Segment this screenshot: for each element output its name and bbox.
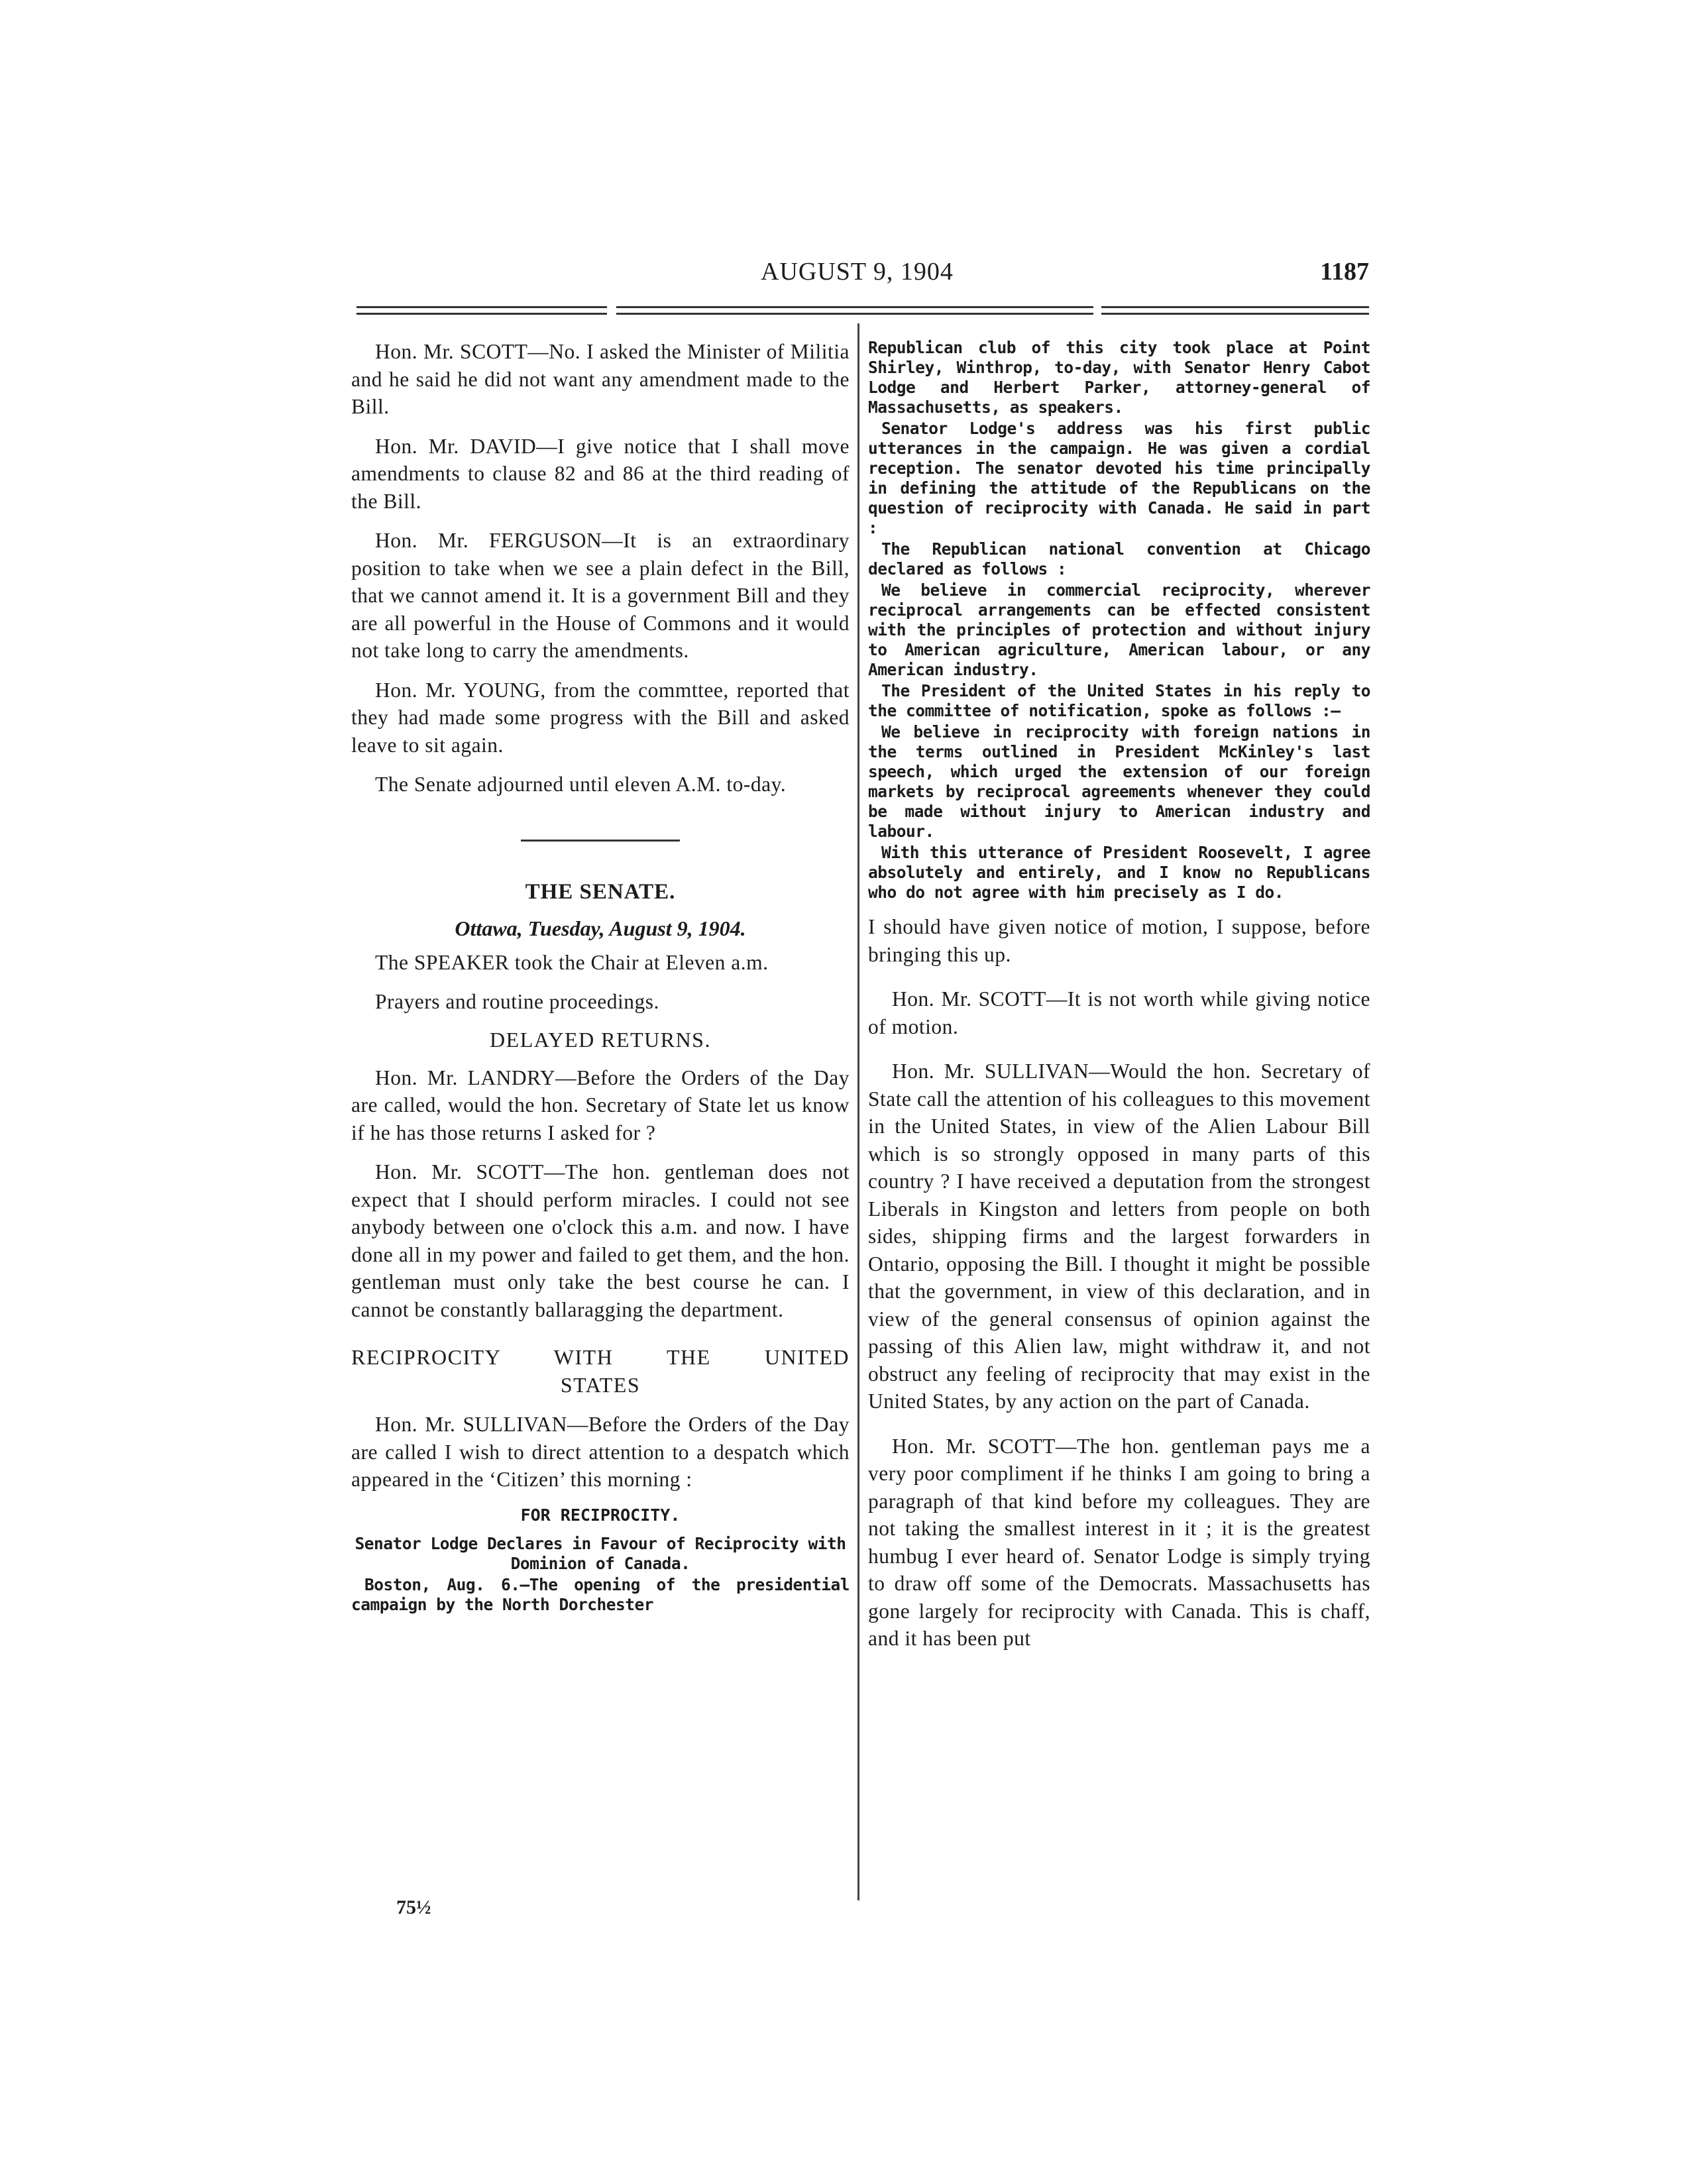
quote-paragraph: With this utterance of President Roosevelt, I agree absolutely and entirely, and I know no Republicans who do not agree with him precisely as I do.	[868, 843, 1370, 902]
paragraph: Hon. Mr. SCOTT—No. I asked the Minister of Militia and he said he did not want any amendment made to the Bill.	[351, 340, 850, 418]
senate-heading: THE SENATE.	[525, 879, 676, 904]
reciprocity-heading-line1: RECIPROCITY WITH THE UNITED	[351, 1345, 850, 1369]
quote-paragraph: Republican club of this city took place at Point Shirley, Winthrop, to-day, with Senator Henry Cabot Lodge and Herbert Parker, attorney-general of Massachusetts, as speakers.	[868, 338, 1370, 417]
paragraph: Hon. Mr. DAVID—I give notice that I shall move amendments to clause 82 and 86 at the third reading of the Bill.	[351, 434, 850, 513]
paragraph: Hon. Mr. YOUNG, from the commttee, reported that they had made some progress with the Bill and asked leave to sit again.	[351, 678, 850, 757]
right-column	[868, 338, 1370, 1665]
quote-paragraph: The President of the United States in his reply to the committee of notification, spoke as follows :—	[868, 681, 1370, 720]
quote-paragraph: We believe in commercial reciprocity, wherever reciprocal arrangements can be effected consistent with the principles of protection and without injury to American agriculture, American labour, or any American industry.	[868, 580, 1370, 679]
left-column	[351, 338, 850, 1616]
header-rule-right-b	[1101, 313, 1369, 315]
reciprocity-heading	[351, 1343, 850, 1399]
section-divider	[521, 840, 680, 842]
paragraph: Hon. Mr. SULLIVAN—Before the Orders of the Day are called I wish to direct attention to a despatch which appeared in the ‘Citizen’ this morning :	[351, 1413, 850, 1491]
folio-mark: 75½	[396, 1896, 431, 1918]
quote-title: FOR RECIPROCITY.	[520, 1505, 681, 1525]
column-divider	[857, 323, 859, 1900]
header-rule-center	[616, 306, 1093, 308]
header-rule-right	[1101, 306, 1369, 308]
paragraph: I should have given notice of motion, I suppose, before bringing this up.	[868, 915, 1370, 966]
senate-subtitle: Ottawa, Tuesday, August 9, 1904.	[455, 916, 746, 940]
paragraph: Hon. Mr. SCOTT—The hon. gentleman does not expect that I should perform miracles. I could not see anybody between one o'clock this a.m. and now. I have done all in my power and failed to get them, and the hon. gentleman must only take the best course he can. I cannot be constantly ballaragging the department.	[351, 1160, 850, 1321]
quote-paragraph: Senator Lodge's address was his first public utterances in the campaign. He was given a cordial reception. The senator devoted his time principally in defining the attitude of the Republicans on the question of reciprocity with Canada. He said in part :	[868, 419, 1370, 537]
quote-paragraph: Boston, Aug. 6.—The opening of the presidential campaign by the North Dorchester	[351, 1574, 850, 1614]
paragraph: Hon. Mr. SCOTT—The hon. gentleman pays me a very poor compliment if he thinks I am going to bring a paragraph of that kind before my colleagues. They are not taking the smallest interest in it ; it is the greatest humbug I ever heard of. Senator Lodge is simply trying to draw off some of the Democrats. Massachusetts has gone largely for reciprocity with Canada. This is chaff, and it has been put	[868, 1434, 1370, 1650]
page-header	[663, 257, 1378, 297]
paragraph: Prayers and routine proceedings.	[375, 990, 659, 1013]
paragraph: Hon. Mr. FERGUSON—It is an extraordinary position to take when we see a plain defect in the Bill, that we cannot amend it. It is a government Bill and they are all powerful in the House of Commons and it would not take long to carry the amendments.	[351, 529, 850, 662]
reciprocity-heading-line2: STATES	[560, 1373, 641, 1397]
quote-paragraph: The Republican national convention at Chicago declared as follows :	[868, 539, 1370, 578]
delayed-returns-heading: DELAYED RETURNS.	[490, 1027, 711, 1052]
header-rule-left	[357, 306, 607, 308]
paragraph: Hon. Mr. SULLIVAN—Would the hon. Secretary of State call the attention of his colleagues to this movement in the United States, in view of the Alien Labour Bill which is so strongly opposed in many parts of this country ? I have received a deputation from the strongest Liberals in Kingston and letters from people on both sides, shipping firms and the largest forwarders in Ontario, opposing the Bill. I thought it might be possible that the government, in view of this declaration, and in view of the general consensus of opinion against the passing of this Alien law, might withdraw it, and not obstruct any feeling of reciprocity that may exist in the United States, by any action on the part of Canada.	[868, 1060, 1370, 1413]
paragraph: The SPEAKER took the Chair at Eleven a.m.	[375, 950, 769, 974]
header-rule-center-b	[616, 313, 1093, 315]
paragraph: Hon. Mr. LANDRY—Before the Orders of the Day are called, would the hon. Secretary of State let us know if he has those returns I asked for ?	[351, 1065, 850, 1144]
header-rule-left-b	[357, 313, 607, 315]
quote-paragraph: We believe in reciprocity with foreign nations in the terms outlined in President McKinley's last speech, which urged the extension of our foreign markets by reciprocal agreements whenever they could be made without injury to American industry and labour.	[868, 722, 1370, 841]
quote-subtitle: Senator Lodge Declares in Favour of Reciprocity with Dominion of Canada.	[355, 1533, 846, 1573]
paragraph: Hon. Mr. SCOTT—It is not worth while giving notice of motion.	[868, 987, 1370, 1038]
page-date: AUGUST 9, 1904	[761, 258, 954, 286]
page-number: 1187	[1320, 258, 1369, 286]
paragraph: The Senate adjourned until eleven A.M. to-day.	[375, 773, 787, 796]
